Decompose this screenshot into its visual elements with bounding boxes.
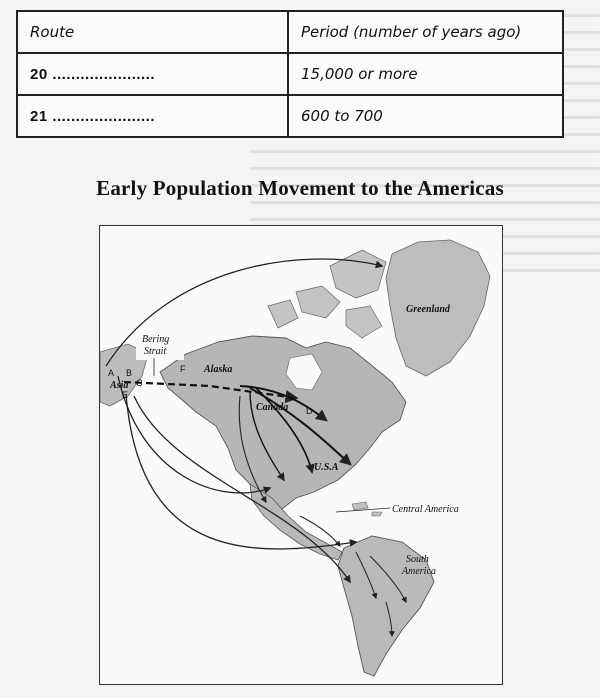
label-alaska: Alaska (204, 364, 233, 375)
label-bering-strait-2: Strait (144, 346, 167, 357)
route-letter-a: A (108, 368, 115, 378)
table-row (18, 96, 562, 136)
map-svg (100, 226, 503, 685)
route-letter-c: C (136, 378, 143, 388)
label-south-america-2: America (402, 566, 436, 577)
label-greenland: Greenland (406, 304, 450, 315)
label-usa: U.S.A (314, 462, 339, 473)
label-asia: Asia (110, 380, 129, 391)
label-south-america: South (406, 554, 429, 565)
route-letter-d: D (306, 406, 313, 416)
route-period-table (16, 10, 564, 138)
route-20-cell: 20 ...................... (18, 54, 289, 94)
route-letter-b: B (126, 368, 133, 378)
table-header-row (18, 12, 562, 54)
route-column-header: Route (18, 12, 289, 52)
americas-migration-map (99, 225, 503, 685)
map-title: Early Population Movement to the Americas (96, 176, 504, 200)
route-letter-e: E (122, 390, 129, 400)
table-row (18, 54, 562, 96)
period-cell: 600 to 700 (301, 107, 383, 125)
route-letter-f: F (180, 364, 186, 374)
label-bering-strait: Bering (142, 334, 170, 345)
label-canada: Canada (256, 402, 289, 413)
period-cell: 15,000 or more (301, 65, 418, 83)
label-central-america: Central America (392, 504, 459, 515)
route-21-cell: 21 ...................... (18, 96, 289, 136)
north-america-landmass (160, 336, 406, 512)
period-column-header: Period (number of years ago) (301, 23, 522, 41)
